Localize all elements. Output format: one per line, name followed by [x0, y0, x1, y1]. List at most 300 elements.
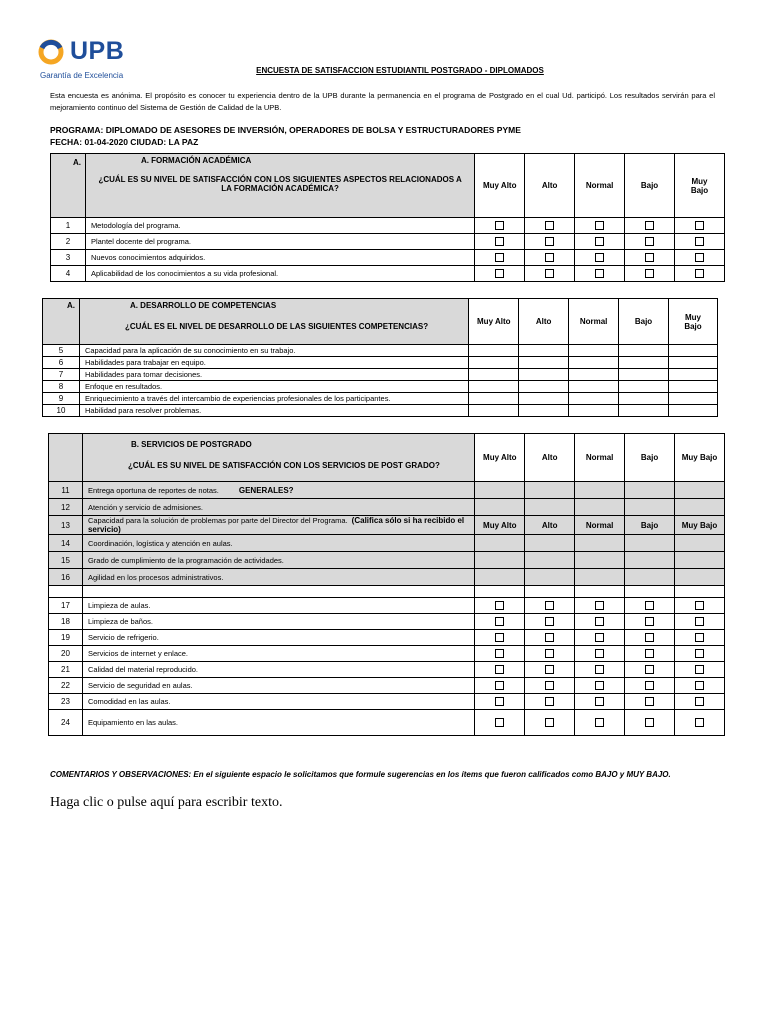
rating-checkbox[interactable] [695, 221, 704, 230]
table-row [43, 405, 718, 417]
item-number: 10 [43, 405, 80, 417]
rating-checkbox[interactable] [545, 617, 554, 626]
rating-cell [519, 381, 569, 393]
rating-cell [669, 357, 718, 369]
item-number: 21 [49, 662, 83, 678]
rating-checkbox[interactable] [495, 697, 504, 706]
rating-cell [469, 381, 519, 393]
col-muy-alto: Muy Alto [469, 299, 519, 345]
rating-cell[interactable] [475, 250, 525, 266]
rating-checkbox[interactable] [695, 649, 704, 658]
item-text [79, 369, 468, 381]
col-alto: Alto [525, 434, 575, 482]
rating-checkbox[interactable] [595, 697, 604, 706]
item-text [82, 499, 474, 516]
rating-cell: Normal [575, 516, 625, 535]
rating-checkbox[interactable] [595, 237, 604, 246]
rating-checkbox[interactable] [595, 617, 604, 626]
rating-cell [475, 552, 525, 569]
table-row [43, 393, 718, 405]
item-number: 2 [51, 234, 86, 250]
rating-checkbox[interactable] [545, 237, 554, 246]
rating-cell [569, 381, 619, 393]
item-label: Limpieza de aulas. [87, 601, 151, 610]
item-number: 13 [49, 516, 83, 535]
rating-cell [575, 552, 625, 569]
item-label: Agilidad en los procesos administrativos. [87, 572, 224, 582]
table-row [49, 569, 725, 586]
item-text [79, 393, 468, 405]
table-row [49, 535, 725, 552]
rating-checkbox[interactable] [695, 253, 704, 262]
rating-checkbox[interactable] [645, 601, 654, 610]
rating-cell[interactable] [475, 266, 525, 282]
item-number: 5 [43, 345, 80, 357]
item-label: Servicio de seguridad en aulas. [87, 681, 193, 690]
col-muy-bajo: Muy Bajo [669, 299, 718, 345]
item-number: 18 [49, 614, 83, 630]
rating-cell [619, 405, 669, 417]
rating-cell[interactable] [625, 694, 675, 710]
rating-cell[interactable] [625, 630, 675, 646]
rating-cell [469, 369, 519, 381]
rating-cell [575, 482, 625, 499]
rating-checkbox[interactable] [645, 237, 654, 246]
rating-cell [675, 499, 725, 516]
table-row [51, 250, 725, 266]
rating-cell[interactable] [475, 598, 525, 614]
rating-checkbox[interactable] [545, 269, 554, 278]
rating-cell[interactable] [625, 598, 675, 614]
item-text [82, 569, 474, 586]
rating-checkbox[interactable] [595, 665, 604, 674]
rating-cell[interactable] [625, 266, 675, 282]
rating-checkbox[interactable] [595, 601, 604, 610]
rating-cell[interactable] [675, 694, 725, 710]
rating-cell [525, 482, 575, 499]
rating-cell[interactable] [525, 646, 575, 662]
rating-cell [575, 569, 625, 586]
rating-checkbox[interactable] [645, 697, 654, 706]
item-number: 4 [51, 266, 86, 282]
table-row [49, 516, 725, 535]
rating-cell [619, 357, 669, 369]
item-text [79, 357, 468, 369]
rating-cell[interactable] [475, 662, 525, 678]
rating-checkbox[interactable] [695, 237, 704, 246]
rating-checkbox[interactable] [495, 601, 504, 610]
rating-cell [569, 369, 619, 381]
item-note: (Califica sólo si ha recibido el servicio) [87, 516, 465, 534]
rating-cell[interactable] [525, 694, 575, 710]
generales-label: GENERALES? [238, 485, 294, 495]
rating-cell[interactable] [525, 630, 575, 646]
item-text [85, 250, 474, 266]
rating-cell[interactable] [625, 234, 675, 250]
rating-checkbox[interactable] [595, 221, 604, 230]
rating-checkbox[interactable] [695, 681, 704, 690]
rating-cell[interactable] [674, 250, 724, 266]
rating-cell[interactable] [575, 646, 625, 662]
item-number: 6 [43, 357, 80, 369]
section-b-heading: A. DESARROLLO DE COMPETENCIAS [129, 301, 277, 310]
item-text [79, 345, 468, 357]
item-label: Capacidad para la aplicación de su conocimiento en su trabajo. [84, 346, 296, 355]
rating-checkbox[interactable] [645, 269, 654, 278]
rating-cell [569, 405, 619, 417]
rating-cell [625, 569, 675, 586]
item-text [79, 381, 468, 393]
rating-cell [669, 369, 718, 381]
table-row [51, 218, 725, 234]
rating-cell [569, 393, 619, 405]
rating-checkbox[interactable] [495, 649, 504, 658]
rating-cell [619, 369, 669, 381]
rating-cell[interactable] [625, 710, 675, 736]
item-number: 7 [43, 369, 80, 381]
rating-cell[interactable] [575, 250, 625, 266]
rating-checkbox[interactable] [645, 617, 654, 626]
table-row [49, 662, 725, 678]
rating-cell [519, 405, 569, 417]
rating-cell[interactable] [675, 598, 725, 614]
section-a-heading: A. FORMACIÓN ACADÉMICA [140, 156, 252, 165]
item-text [82, 598, 474, 614]
rating-cell[interactable] [525, 614, 575, 630]
rating-cell [525, 535, 575, 552]
rating-cell [619, 393, 669, 405]
section-c-table [48, 433, 725, 736]
rating-cell [625, 499, 675, 516]
table-row [49, 694, 725, 710]
rating-cell[interactable] [575, 598, 625, 614]
rating-checkbox[interactable] [595, 681, 604, 690]
item-number: 14 [49, 535, 83, 552]
rating-checkbox[interactable] [645, 665, 654, 674]
rating-cell: Muy Alto [475, 516, 525, 535]
rating-cell: Muy Bajo [675, 516, 725, 535]
rating-cell [469, 393, 519, 405]
rating-cell[interactable] [525, 218, 575, 234]
item-label: Habilidad para resolver problemas. [84, 406, 202, 415]
rating-cell [669, 405, 718, 417]
section-a-table [50, 153, 725, 282]
rating-cell[interactable] [625, 646, 675, 662]
rating-cell[interactable] [575, 614, 625, 630]
rating-cell[interactable] [525, 250, 575, 266]
rating-cell[interactable] [525, 266, 575, 282]
item-text [82, 646, 474, 662]
rating-checkbox[interactable] [695, 617, 704, 626]
col-normal: Normal [569, 299, 619, 345]
rating-checkbox[interactable] [545, 681, 554, 690]
rating-checkbox[interactable] [545, 718, 554, 727]
rating-checkbox[interactable] [645, 681, 654, 690]
item-text [82, 482, 474, 499]
item-label: Comodidad en las aulas. [87, 697, 171, 706]
item-label: Habilidades para tomar decisiones. [84, 370, 203, 379]
rating-cell [569, 345, 619, 357]
rating-cell [469, 345, 519, 357]
item-text [82, 535, 474, 552]
rating-cell[interactable] [674, 234, 724, 250]
item-label: Coordinación, logística y atención en aulas. [87, 538, 233, 548]
rating-cell [475, 569, 525, 586]
item-label: Nuevos conocimientos adquiridos. [90, 253, 206, 262]
rating-cell[interactable] [475, 694, 525, 710]
rating-cell[interactable] [675, 710, 725, 736]
rating-checkbox[interactable] [495, 269, 504, 278]
rating-cell[interactable] [475, 614, 525, 630]
rating-cell [519, 369, 569, 381]
rating-cell [469, 357, 519, 369]
rating-cell[interactable] [525, 678, 575, 694]
comments-input[interactable]: Haga clic o pulse aquí para escribir texto. [50, 795, 283, 810]
table-row [49, 552, 725, 569]
item-label: Servicios de internet y enlace. [87, 649, 188, 658]
rating-checkbox[interactable] [645, 221, 654, 230]
rating-cell[interactable] [475, 630, 525, 646]
item-label: Servicio de refrigerio. [87, 633, 159, 642]
item-label: Limpieza de baños. [87, 617, 153, 626]
rating-cell [519, 345, 569, 357]
rating-cell [619, 345, 669, 357]
rating-cell[interactable] [475, 678, 525, 694]
intro-text: Esta encuesta es anónima. El propósito es conocer tu experiencia dentro de la UPB durante la permanencia en el programa de Postgrado en el cual Ud. participó. Los resultados servirán para el mejoramiento continuo del Sistema de Gestión de Calidad de la UPB. [50, 91, 715, 112]
col-normal: Normal [575, 434, 625, 482]
rating-cell[interactable] [575, 710, 625, 736]
item-text [82, 662, 474, 678]
table-row [49, 710, 725, 736]
rating-checkbox[interactable] [695, 697, 704, 706]
table-row [49, 598, 725, 614]
rating-cell[interactable] [525, 710, 575, 736]
rating-cell[interactable] [625, 218, 675, 234]
table-row [43, 357, 718, 369]
rating-cell[interactable] [625, 614, 675, 630]
rating-checkbox[interactable] [695, 665, 704, 674]
item-number: 8 [43, 381, 80, 393]
item-number: 19 [49, 630, 83, 646]
rating-cell[interactable] [675, 614, 725, 630]
item-label: Equipamiento en las aulas. [87, 718, 178, 727]
section-c-infra-rows [49, 598, 725, 736]
rating-cell [669, 345, 718, 357]
rating-checkbox[interactable] [595, 633, 604, 642]
item-number: 20 [49, 646, 83, 662]
rating-cell [625, 535, 675, 552]
item-number: 15 [49, 552, 83, 569]
item-label: Habilidades para trabajar en equipo. [84, 358, 206, 367]
rating-cell[interactable] [675, 678, 725, 694]
item-text [79, 405, 468, 417]
item-text [85, 218, 474, 234]
item-number: 9 [43, 393, 80, 405]
col-bajo: Bajo [619, 299, 669, 345]
rating-cell[interactable] [625, 662, 675, 678]
table-row [51, 234, 725, 250]
rating-checkbox[interactable] [595, 649, 604, 658]
item-text [85, 234, 474, 250]
item-number: 17 [49, 598, 83, 614]
section-b-letter: A. [43, 299, 80, 345]
item-number: 23 [49, 694, 83, 710]
col-muy-alto: Muy Alto [475, 154, 525, 218]
table-row [49, 499, 725, 516]
item-number: 16 [49, 569, 83, 586]
rating-checkbox[interactable] [495, 718, 504, 727]
rating-checkbox[interactable] [595, 269, 604, 278]
rating-cell[interactable] [525, 598, 575, 614]
rating-checkbox[interactable] [595, 718, 604, 727]
item-label: Enfoque en resultados. [84, 382, 163, 391]
rating-cell[interactable] [625, 250, 675, 266]
item-text [82, 614, 474, 630]
item-label: Atención y servicio de admisiones. [87, 502, 203, 512]
rating-checkbox[interactable] [645, 253, 654, 262]
rating-checkbox[interactable] [495, 221, 504, 230]
table-row [49, 482, 725, 499]
section-c-heading: B. SERVICIOS DE POSTGRADO [130, 440, 252, 449]
rating-checkbox[interactable] [495, 237, 504, 246]
rating-cell[interactable] [475, 234, 525, 250]
rating-cell [569, 357, 619, 369]
rating-cell [519, 357, 569, 369]
rating-cell [675, 482, 725, 499]
item-number: 22 [49, 678, 83, 694]
rating-checkbox[interactable] [545, 697, 554, 706]
rating-cell[interactable] [675, 646, 725, 662]
rating-cell [625, 552, 675, 569]
item-label: Metodología del programa. [90, 221, 181, 230]
rating-checkbox[interactable] [695, 633, 704, 642]
item-number: 3 [51, 250, 86, 266]
rating-cell [625, 482, 675, 499]
rating-cell[interactable] [475, 710, 525, 736]
rating-cell [475, 535, 525, 552]
rating-cell[interactable] [525, 234, 575, 250]
rating-cell [519, 393, 569, 405]
rating-checkbox[interactable] [495, 665, 504, 674]
rating-cell[interactable] [575, 630, 625, 646]
item-number: 12 [49, 499, 83, 516]
section-c-general-rows [49, 482, 725, 586]
rating-cell[interactable] [575, 678, 625, 694]
item-text [82, 694, 474, 710]
rating-cell [575, 535, 625, 552]
rating-checkbox[interactable] [545, 649, 554, 658]
logo-tagline: Garantía de Excelencia [40, 71, 124, 80]
rating-checkbox[interactable] [695, 718, 704, 727]
rating-cell [525, 499, 575, 516]
item-label: Aplicabilidad de los conocimientos a su vida profesional. [90, 269, 279, 278]
table-row [43, 369, 718, 381]
item-number: 11 [49, 482, 83, 499]
rating-cell[interactable] [575, 234, 625, 250]
table-row [43, 345, 718, 357]
date-city-label: FECHA: 01-04-2020 CIUDAD: LA PAZ [50, 137, 199, 147]
table-row [51, 266, 725, 282]
rating-checkbox[interactable] [495, 633, 504, 642]
rating-cell[interactable] [575, 694, 625, 710]
rating-cell[interactable] [674, 266, 724, 282]
rating-checkbox[interactable] [545, 221, 554, 230]
item-label: Plantel docente del programa. [90, 237, 192, 246]
table-row [49, 678, 725, 694]
rating-cell [675, 552, 725, 569]
section-b-table [42, 298, 718, 417]
section-a-letter: A. [51, 154, 86, 218]
rating-checkbox[interactable] [495, 253, 504, 262]
rating-cell: Alto [525, 516, 575, 535]
item-text [82, 516, 474, 535]
rating-cell[interactable] [674, 218, 724, 234]
rating-checkbox[interactable] [495, 617, 504, 626]
program-label: PROGRAMA: DIPLOMADO DE ASESORES DE INVERSIÓN, OPERADORES DE BOLSA Y ESTRUCTURADORES PYME [50, 125, 521, 135]
rating-cell[interactable] [675, 662, 725, 678]
rating-checkbox[interactable] [695, 601, 704, 610]
rating-cell[interactable] [625, 678, 675, 694]
rating-checkbox[interactable] [645, 718, 654, 727]
rating-cell [675, 569, 725, 586]
rating-cell: Bajo [625, 516, 675, 535]
section-a-question: ¿CUÁL ES SU NIVEL DE SATISFACCIÓN CON LOS SIGUIENTES ASPECTOS RELACIONADOS A LA FORMACIÓN ACADÉMICA? [98, 175, 462, 193]
rating-checkbox[interactable] [695, 269, 704, 278]
rating-cell[interactable] [525, 662, 575, 678]
rating-cell[interactable] [575, 662, 625, 678]
col-alto: Alto [525, 154, 575, 218]
rating-checkbox[interactable] [545, 253, 554, 262]
item-text [82, 630, 474, 646]
rating-cell[interactable] [575, 266, 625, 282]
logo-text: UPB [70, 37, 125, 65]
rating-checkbox[interactable] [595, 253, 604, 262]
rating-checkbox[interactable] [545, 665, 554, 674]
rating-cell [675, 535, 725, 552]
rating-checkbox[interactable] [545, 633, 554, 642]
rating-cell[interactable] [475, 646, 525, 662]
rating-checkbox[interactable] [545, 601, 554, 610]
item-number: 24 [49, 710, 83, 736]
section-c-question: ¿CUÁL ES SU NIVEL DE SATISFACCIÓN CON LOS SERVICIOS DE POST GRADO? [127, 461, 440, 470]
rating-cell[interactable] [475, 218, 525, 234]
table-row [49, 614, 725, 630]
rating-cell [575, 499, 625, 516]
rating-checkbox[interactable] [495, 681, 504, 690]
rating-checkbox[interactable] [645, 633, 654, 642]
page-title: ENCUESTA DE SATISFACCION ESTUDIANTIL POSTGRADO - DIPLOMADOS [256, 66, 544, 75]
col-alto: Alto [519, 299, 569, 345]
section-b-question: ¿CUÁL ES EL NIVEL DE DESARROLLO DE LAS SIGUIENTES COMPETENCIAS? [124, 322, 429, 331]
item-text [82, 552, 474, 569]
rating-cell [669, 393, 718, 405]
item-label: Entrega oportuna de reportes de notas. [87, 485, 219, 495]
table-row [49, 646, 725, 662]
col-normal: Normal [575, 154, 625, 218]
col-bajo: Bajo [625, 434, 675, 482]
col-muy-bajo: Muy Bajo [674, 154, 724, 218]
item-label: Grado de cumplimiento de la programación de actividades. [87, 555, 284, 565]
item-text [82, 710, 474, 736]
rating-cell[interactable] [675, 630, 725, 646]
rating-cell [669, 381, 718, 393]
rating-cell[interactable] [575, 218, 625, 234]
col-bajo: Bajo [625, 154, 675, 218]
rating-cell [619, 381, 669, 393]
rating-cell [475, 499, 525, 516]
col-muy-alto: Muy Alto [475, 434, 525, 482]
rating-checkbox[interactable] [645, 649, 654, 658]
